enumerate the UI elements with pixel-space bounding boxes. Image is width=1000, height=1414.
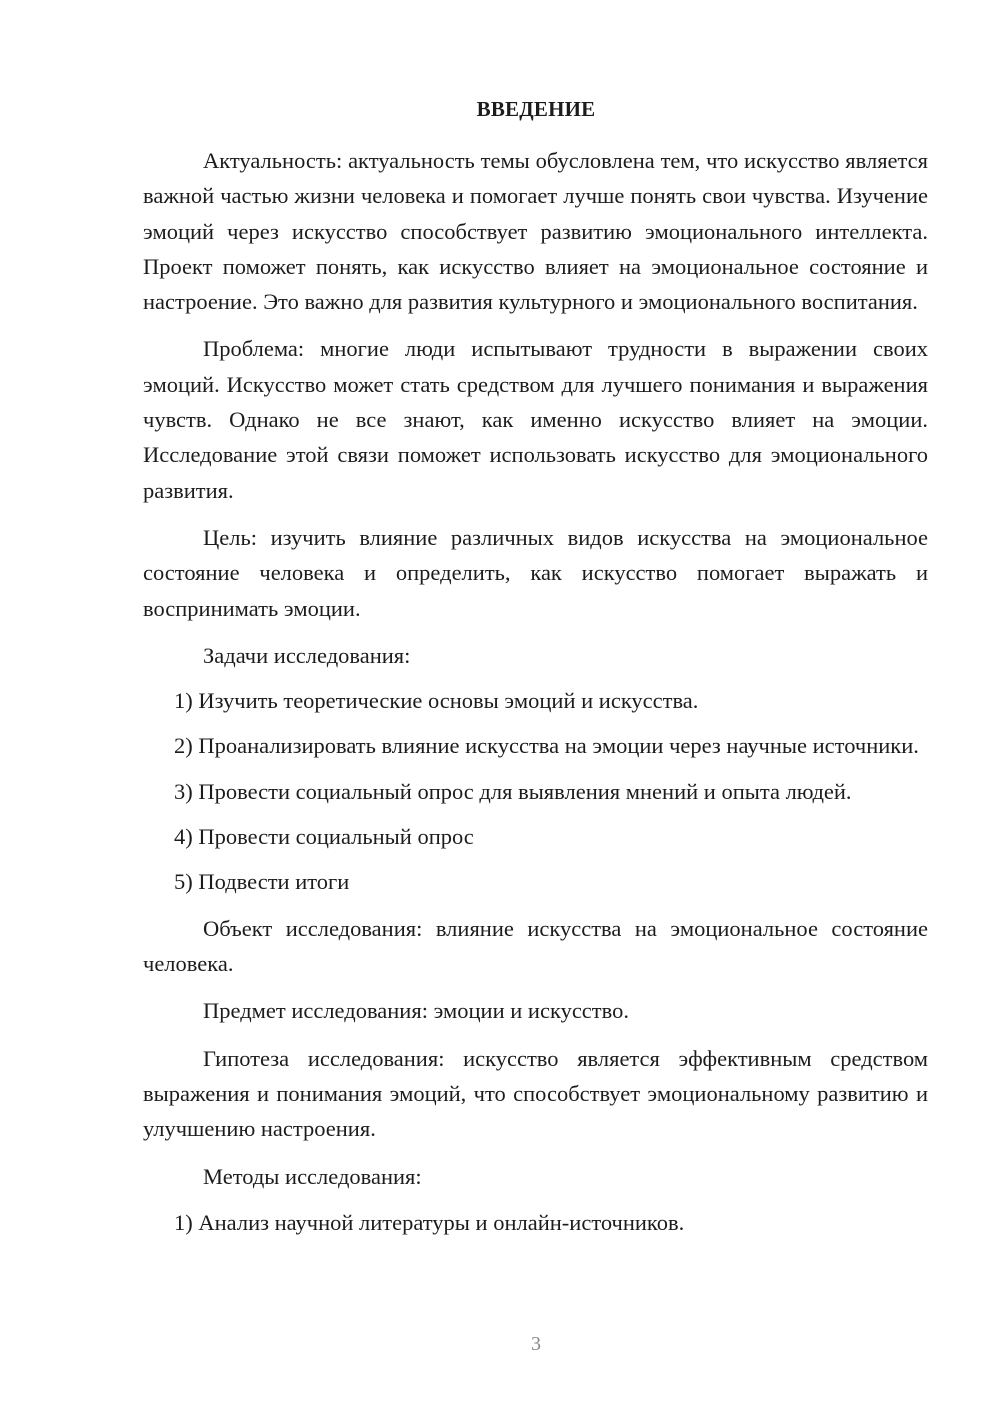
subject-paragraph: Предмет исследования: эмоции и искусство.: [203, 998, 629, 1024]
task-item: 2) Проанализировать влияние искусства на эмоции через научные источники.: [174, 733, 919, 759]
methods-heading: Методы исследования:: [203, 1164, 422, 1190]
problem-paragraph: Проблема: многие люди испытывают трудности в выражении своих эмоций. Искусство может стать средством для лучшего понимания и выражения чувств. Однако не все знают, как именно искусство влияет на эмоции. Исследование этой связи поможет использовать искусство для эмоционального развития.: [143, 336, 928, 503]
task-item: 4) Провести социальный опрос: [174, 824, 474, 850]
relevance-paragraph: Актуальность: актуальность темы обусловлена тем, что искусство является важной частью жизни человека и помогает лучше понять свои чувства. Изучение эмоций через искусство способствует развитию эмоционального интеллекта. Проект поможет понять, как искусство влияет на эмоциональное состояние и настроение. Это важно для развития культурного и эмоционального воспитания.: [143, 148, 928, 315]
object-paragraph: Объект исследования: влияние искусства на эмоциональное состояние человека.: [143, 915, 928, 976]
goal-paragraph: Цель: изучить влияние различных видов искусства на эмоциональное состояние человека и определить, как искусство помогает выражать и воспринимать эмоции.: [143, 524, 928, 621]
task-item: 3) Провести социальный опрос для выявления мнений и опыта людей.: [174, 778, 852, 804]
document-body: [143, 143, 928, 1240]
section-title: ВВЕДЕНИЕ: [476, 97, 596, 121]
page-number: 3: [531, 1333, 541, 1355]
task-item: 1) Изучить теоретические основы эмоций и искусства.: [174, 688, 699, 714]
tasks-heading: Задачи исследования:: [203, 642, 411, 668]
method-item: 1) Анализ научной литературы и онлайн-источников.: [174, 1209, 685, 1235]
task-item: 5) Подвести итоги: [174, 869, 350, 895]
hypothesis-paragraph: Гипотеза исследования: искусство является эффективным средством выражения и понимания эмоций, что способствует эмоциональному развитию и улучшению настроения.: [143, 1045, 928, 1142]
